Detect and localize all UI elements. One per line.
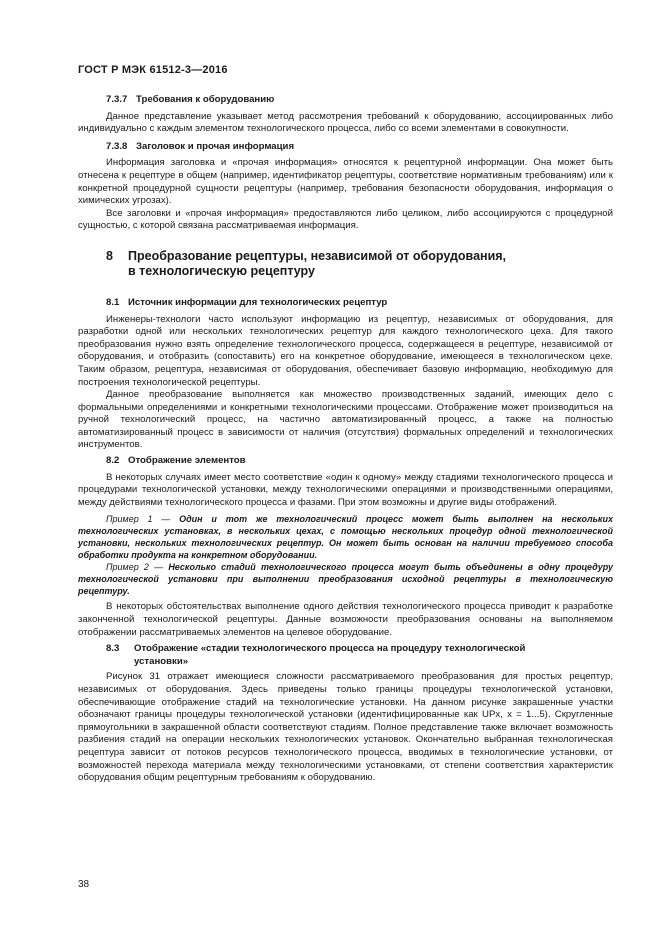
paragraph: Данное преобразование выполняется как множество производственных заданий, имеющих дело с формальными определениями и конкретными технологическими процессами. Отображение может производиться на ручной технологический процесс, на частично автоматизированный процесс, а также на полностью автоматизированный процесс в зависимости от наличия (отсутствия) формальных определений и технологических инструментов. — [78, 389, 613, 451]
example-2 — [78, 561, 613, 597]
heading-number: 7.3.7 — [106, 94, 128, 105]
heading-title-line1: Отображение «стадии технологического процесса на процедуру технологической — [134, 643, 526, 655]
heading-title: Требования к оборудованию — [136, 94, 275, 105]
heading-7-3-7 — [78, 94, 613, 107]
example-1 — [78, 513, 613, 561]
example-label: Пример 2 — — [106, 562, 164, 573]
heading-number: 8.3 — [106, 643, 120, 655]
heading-number: 8.2 — [106, 455, 120, 467]
example-text: Один и тот же технологический процесс может быть выполнен на нескольких технологических установках, в нескольких цехах, с помощью нескольких процедур одной технологической установки, нескольких технологических рецептур. Он может быть основан на наличии требуемого способа обработки продукта на конкретном оборудовании. — [78, 514, 613, 561]
heading-number: 8.1 — [106, 296, 120, 308]
paragraph: Данное представление указывает метод рассмотрения требований к оборудованию, ассоциированных либо индивидуально с каждым элементом технологического процесса, либо со всеми элементами в совокупности. — [78, 110, 613, 135]
example-text: Несколько стадий технологического процесса могут быть объединены в одну процедуру технологической установки при выполнении преобразования исходной рецептуры в технологическую рецептуру. — [78, 562, 613, 597]
heading-7-3-8 — [78, 141, 613, 154]
page-number: 38 — [78, 879, 90, 890]
paragraph: В некоторых случаях имеет место соответствие «один к одному» между стадиями технологического процесса и процедурами технологической установки, между технологическими операциями и производственными операциями, между действиями технологического процесса и фазами. При этом возможны и другие виды отображений. — [78, 471, 613, 508]
document-header: ГОСТ Р МЭК 61512-3—2016 — [78, 64, 228, 76]
heading-title-line2: установки» — [134, 655, 189, 667]
heading-8-1 — [78, 297, 613, 310]
heading-title: Отображение элементов — [128, 455, 246, 467]
paragraph: Рисунок 31 отражает имеющиеся сложности рассматриваемого преобразования для простых рецептур, независимых от оборудования. Здесь приведены только границы процедуры технологической установки, обеспечивающие отображение стадий на технологические установки. На данном рисунке закрашенные участки обозначают границы процедуры технологической установки (идентифицированные как UPx, x = 1...5). Скругленные прямоугольники в закрашенной области соответствуют стадиям. Полное представление также включает возможность разбиения стадий на операции нескольких технологических установок. Окончательно выбранная технологическая рецептура зависит от потоков ресурсов технологического процесса, вводимых в технологические установки, от возможностей перехода материала между технологическими установками, от степени соответствия характеристик оборудования общим рецептурным требованиям к оборудованию. — [78, 671, 613, 784]
heading-title: Источник информации для технологических рецептур — [128, 296, 388, 308]
paragraph: Информация заголовка и «прочая информация» относятся к рецептурной информации. Она может быть отнесена к рецептуре в общем (например, идентификатор рецептуры, соответствие нормативным требованиям) или к конкретной процедурной сущности рецептуры (например, требования безопасности оборудования, информация о химических угрозах). — [78, 157, 613, 207]
paragraph: В некоторых обстоятельствах выполнение одного действия технологического процесса приводит к разработке законченной технологической рецептуры. Данные возможности преобразования основаны на выполняемом отображении рассматриваемых элементов на целевое оборудование. — [78, 601, 613, 638]
document-body — [78, 94, 613, 785]
heading-number: 7.3.8 — [106, 140, 128, 152]
heading-section-8 — [78, 249, 613, 279]
paragraph: Инженеры-технологи часто используют информацию из рецептур, независимых от оборудования, для разработки одной или нескольких технологических рецептур для каждого технологического цеха. Для такого преобразования нужно взять определение технологического процесса, содержащееся в рецептуре, независимой от оборудования, и отобразить (сопоставить) его на конкретное оборудование, имеющееся в технологическом цехе. Таким образом, рецептура, независимая от оборудования, обеспечивает базовую информацию, необходимую для построения технологической рецептуры. — [78, 313, 613, 388]
heading-number: 8 — [106, 248, 113, 263]
heading-8-2 — [78, 455, 613, 468]
heading-title-line1: Преобразование рецептуры, независимой от оборудования, — [128, 248, 507, 263]
heading-8-3 — [78, 643, 613, 668]
heading-title: Заголовок и прочая информация — [136, 140, 295, 152]
example-label: Пример 1 — — [106, 514, 171, 525]
paragraph: Все заголовки и «прочая информация» предоставляются либо целиком, либо ассоциируются с процедурной сущностью, с которой связана рассматриваемая информация. — [78, 207, 613, 232]
heading-title-line2: в технологическую рецептуру — [128, 263, 315, 278]
